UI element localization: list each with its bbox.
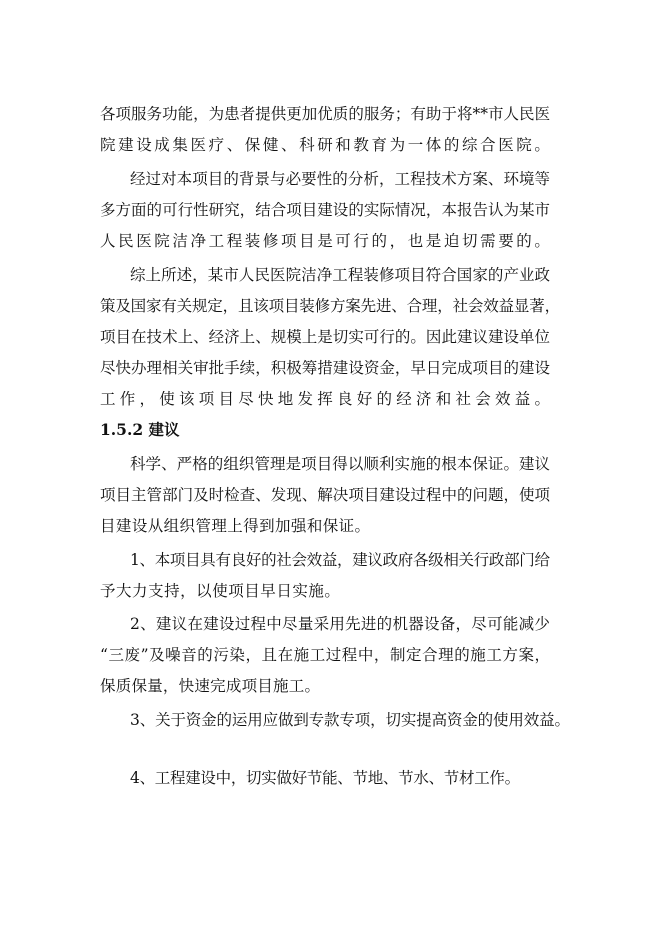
text-line: 工作，使该项目尽快地发挥良好的经济和社会效益。	[100, 390, 555, 408]
text-line: 各项服务功能，为患者提供更加优质的服务；有助于将**市人民医	[100, 105, 551, 123]
text-line: 项目主管部门及时检查、发现、解决项目建设过程中的问题，使项	[100, 486, 551, 504]
list-item-2: 2、建议在建设过程中尽量采用先进的机器设备，尽可能减少	[130, 615, 551, 633]
text-line: 综上所述，某市人民医院洁净工程装修项目符合国家的产业政	[130, 266, 551, 284]
text-line: 科学、严格的组织管理是项目得以顺利实施的根本保证。建议	[130, 455, 551, 473]
text-line: “三废”及噪音的污染，且在施工过程中，制定合理的施工方案，	[100, 646, 551, 664]
text-line: 目建设从组织管理上得到加强和保证。	[100, 517, 371, 535]
text-line: 人民医院洁净工程装修项目是可行的，也是迫切需要的。	[100, 232, 553, 250]
text-line: 院建设成集医疗、保健、科研和教育为一体的综合医院。	[100, 136, 553, 154]
text-line: 策及国家有关规定，且该项目装修方案先进、合理，社会效益显著，	[100, 297, 560, 315]
text-line: 尽快办理相关审批手续，积极筹措建设资金，早日完成项目的建设	[100, 359, 551, 377]
text-line: 予大力支持，以使项目早日实施。	[100, 582, 341, 600]
list-item-1: 1、本项目具有良好的社会效益，建议政府各级相关行政部门给	[130, 551, 550, 569]
text-line: 多方面的可行性研究，结合项目建设的实际情况，本报告认为某市	[100, 201, 551, 219]
section-heading: 1.5.2 建议	[100, 420, 180, 439]
list-item-3: 3、关于资金的运用应做到专款专项，切实提高资金的使用效益。	[130, 711, 570, 729]
text-line: 保质保量，快速完成项目施工。	[100, 677, 321, 695]
list-item-4: 4、工程建设中，切实做好节能、节地、节水、节材工作。	[130, 769, 520, 787]
text-line: 项目在技术上、经济上、规模上是切实可行的。因此建议建设单位	[100, 328, 551, 346]
text-line: 经过对本项目的背景与必要性的分析，工程技术方案、环境等	[130, 170, 551, 188]
